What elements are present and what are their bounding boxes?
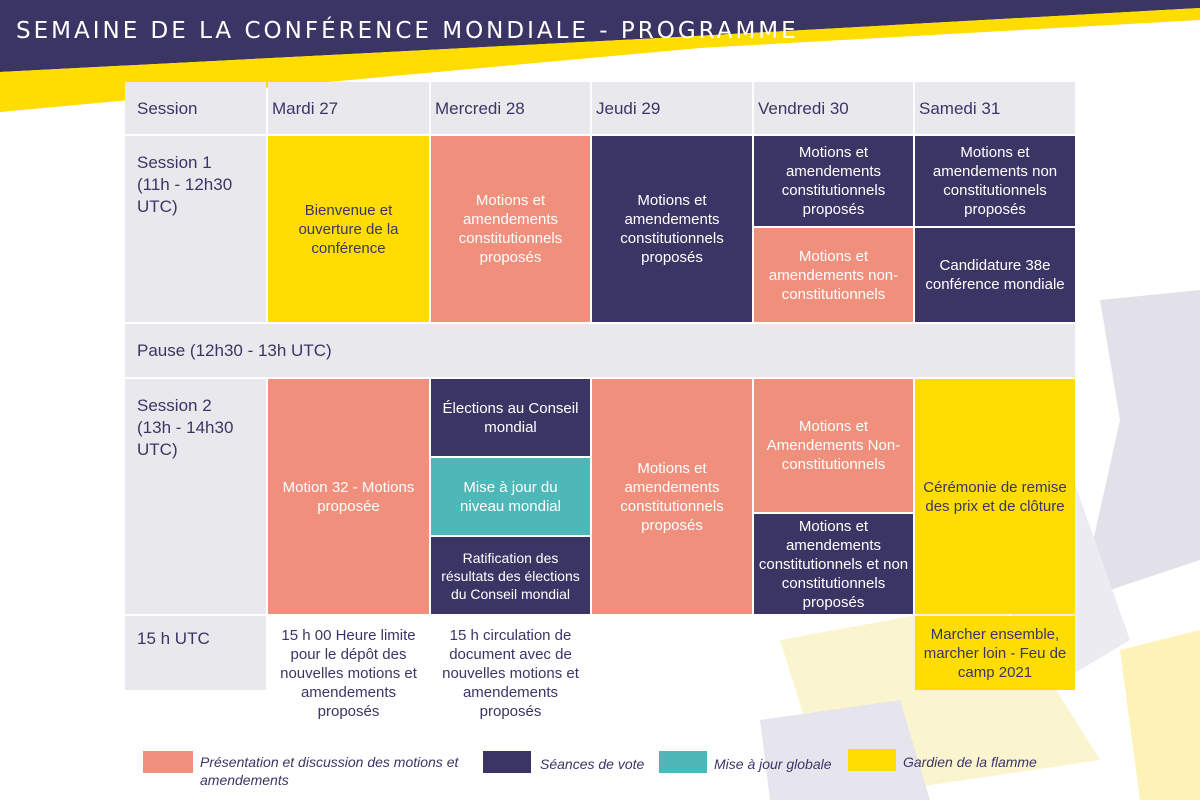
header-day-jeudi: Jeudi 29 xyxy=(592,82,752,134)
session1-vendredi-top: Motions et amendements constitutionnels proposés xyxy=(754,136,913,226)
session2-mercredi-elections: Élections au Conseil mondial xyxy=(431,379,590,456)
header-day-samedi: Samedi 31 xyxy=(915,82,1075,134)
legend-label-global-update: Mise à jour globale xyxy=(714,756,832,772)
legend-swatch-presentation xyxy=(143,751,193,773)
session1-samedi-top: Motions et amendements non constitutionnels proposés xyxy=(915,136,1075,226)
session1-samedi-bottom: Candidature 38e conférence mondiale xyxy=(915,228,1075,322)
legend-label-presentation: Présentation et discussion des motions et amendements xyxy=(200,754,459,788)
session2-vendredi-top: Motions et Amendements Non-constitutionnels xyxy=(754,379,913,512)
session2-mercredi-ratification: Ratification des résultats des élections du Conseil mondial xyxy=(431,537,590,614)
row-pause: Pause (12h30 - 13h UTC) xyxy=(125,324,1075,377)
legend-swatch-vote xyxy=(483,751,531,773)
utc15-mardi: 15 h 00 Heure limite pour le dépôt des nouvelles motions et amendements proposés xyxy=(280,627,417,720)
session1-mardi: Bienvenue et ouverture de la conférence xyxy=(268,136,429,322)
row-label-session-1: Session 1 (11h - 12h30 UTC) xyxy=(125,136,266,322)
header-day-mercredi: Mercredi 28 xyxy=(431,82,590,134)
session2-vendredi-bottom: Motions et amendements constitutionnels et non constitutionnels proposés xyxy=(754,514,913,614)
session2-mercredi-update: Mise à jour du niveau mondial xyxy=(431,458,590,535)
legend-swatch-flame-keeper xyxy=(848,749,896,771)
row-label-15h: 15 h UTC xyxy=(125,616,266,690)
legend-swatch-global-update xyxy=(659,751,707,773)
session2-jeudi: Motions et amendements constitutionnels proposés xyxy=(592,379,752,614)
session1-vendredi-bottom: Motions et amendements non-constitutionnels xyxy=(754,228,913,322)
header-day-vendredi: Vendredi 30 xyxy=(754,82,913,134)
legend-label-flame-keeper: Gardien de la flamme xyxy=(903,754,1037,770)
row-label-session-2: Session 2 (13h - 14h30 UTC) xyxy=(125,379,266,614)
page-title: SEMAINE DE LA CONFÉRENCE MONDIALE - PROGRAMME xyxy=(16,18,799,44)
utc15-samedi: Marcher ensemble, marcher loin - Feu de camp 2021 xyxy=(915,616,1075,690)
utc15-mercredi: 15 h circulation de document avec de nouvelles motions et amendements proposés xyxy=(442,627,579,720)
session1-mercredi: Motions et amendements constitutionnels proposés xyxy=(431,136,590,322)
header-session: Session xyxy=(125,82,266,134)
session2-samedi: Cérémonie de remise des prix et de clôture xyxy=(915,379,1075,614)
session1-jeudi: Motions et amendements constitutionnels proposés xyxy=(592,136,752,322)
session2-mardi: Motion 32 - Motions proposée xyxy=(268,379,429,614)
header-day-mardi: Mardi 27 xyxy=(268,82,429,134)
legend-label-vote: Séances de vote xyxy=(540,756,645,772)
